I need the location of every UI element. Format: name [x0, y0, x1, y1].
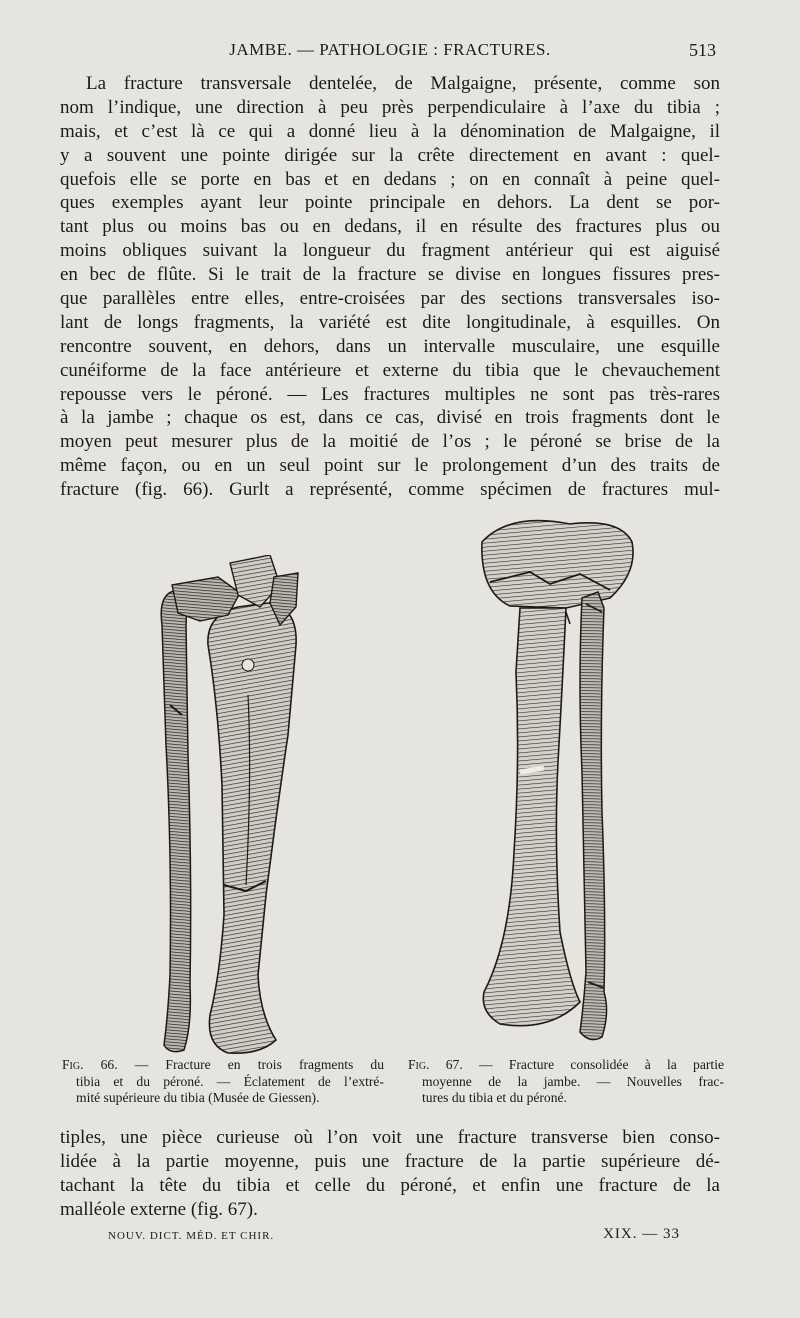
caption-line: — Fracture consolidée à la partie — [479, 1057, 725, 1072]
text-line: quefois elle se porte en bas et en dedans ; on en connaît à peine quel- — [60, 168, 720, 190]
bone-engraving-66 — [148, 555, 384, 1060]
text-line: moins obliques suivant la longueur du fragment antérieur qui est aiguisé — [60, 240, 720, 262]
running-head — [60, 40, 720, 64]
caption-line: mité supérieure du tibia (Musée de Giessen). — [76, 1090, 320, 1105]
footer-signature: NOUV. DICT. MÉD. ET CHIR. — [108, 1230, 275, 1242]
figure-66-caption — [62, 1057, 384, 1107]
text-line: tachant la tête du tibia et celle du péroné, et enfin une fracture de la — [60, 1174, 720, 1196]
text-line: nom l’indique, une direction à peu près perpendiculaire à l’axe du tibia ; — [60, 96, 720, 118]
text-line: cunéiforme de la face antérieure et externe du tibia que le chevauchement — [60, 359, 720, 381]
text-line: fracture (fig. 66). Gurlt a représenté, comme spécimen de fractures mul- — [60, 479, 720, 501]
footer-volume: XIX. — 33 — [603, 1226, 680, 1242]
text-line: en bec de flûte. Si le trait de la fracture se divise en longues fissures pres- — [60, 264, 720, 286]
text-line: tant plus ou moins bas ou en dedans, il en résulte des fractures plus ou — [60, 216, 720, 238]
text-line: que parallèles entre elles, entre-croisées par des sections transversales iso- — [60, 288, 720, 310]
caption-line: — Fracture en trois fragments du — [134, 1057, 384, 1072]
text-line: repousse vers le péroné. — Les fractures multiples ne sont pas très-rares — [60, 383, 720, 405]
page-number: 513 — [689, 40, 716, 60]
caption-line: tures du tibia et du péroné. — [422, 1090, 567, 1105]
text-line: à la jambe ; chaque os est, dans ce cas, divisé en trois fragments dont le — [60, 407, 720, 429]
text-line: malléole externe (fig. 67). — [60, 1198, 258, 1220]
figure-67-illustration — [470, 512, 740, 1057]
text-line: mais, et c’est là ce qui a donné lieu à la dénomination de Malgaigne, il — [60, 120, 720, 142]
text-line: La fracture transversale dentelée, de Malgaigne, présente, comme son — [86, 73, 720, 94]
running-head-title: JAMBE. — PATHOLOGIE : FRACTURES. — [229, 40, 551, 59]
text-line: rencontre souvent, en dehors, dans un intervalle musculaire, une esquille — [60, 335, 720, 357]
figure-67-caption — [408, 1057, 724, 1107]
text-line: lant de longs fragments, la variété est dite longitudinale, à esquilles. On — [60, 311, 720, 333]
text-line: tiples, une pièce curieuse où l’on voit une fracture transverse bien conso- — [60, 1127, 720, 1148]
text-line: y a souvent une pointe dirigée sur la crête directement en avant : quel- — [60, 144, 720, 166]
bone-engraving-67 — [470, 512, 740, 1057]
page-footer — [100, 1226, 680, 1246]
figure-66-label: Fig. 66. — [62, 1057, 118, 1072]
text-line: même façon, ou en un seul point sur le prolongement d’un des traits de — [60, 455, 720, 477]
paragraph-fracture-types — [60, 72, 720, 502]
text-line: lidée à la partie moyenne, puis une fracture de la partie supérieure dé- — [60, 1150, 720, 1172]
text-line: moyen peut mesurer plus de la moitié de l’os ; le péroné se brise de la — [60, 431, 720, 453]
figure-66-illustration — [148, 555, 384, 1060]
caption-line: moyenne de la jambe. — Nouvelles frac- — [422, 1073, 724, 1089]
figure-67-label: Fig. 67. — [408, 1057, 463, 1072]
caption-line: tibia et du péroné. — Éclatement de l’extré- — [76, 1073, 384, 1089]
paragraph-continued — [60, 1126, 720, 1222]
text-line: ques exemples ayant leur pointe principale en dehors. La dent se por- — [60, 192, 720, 214]
